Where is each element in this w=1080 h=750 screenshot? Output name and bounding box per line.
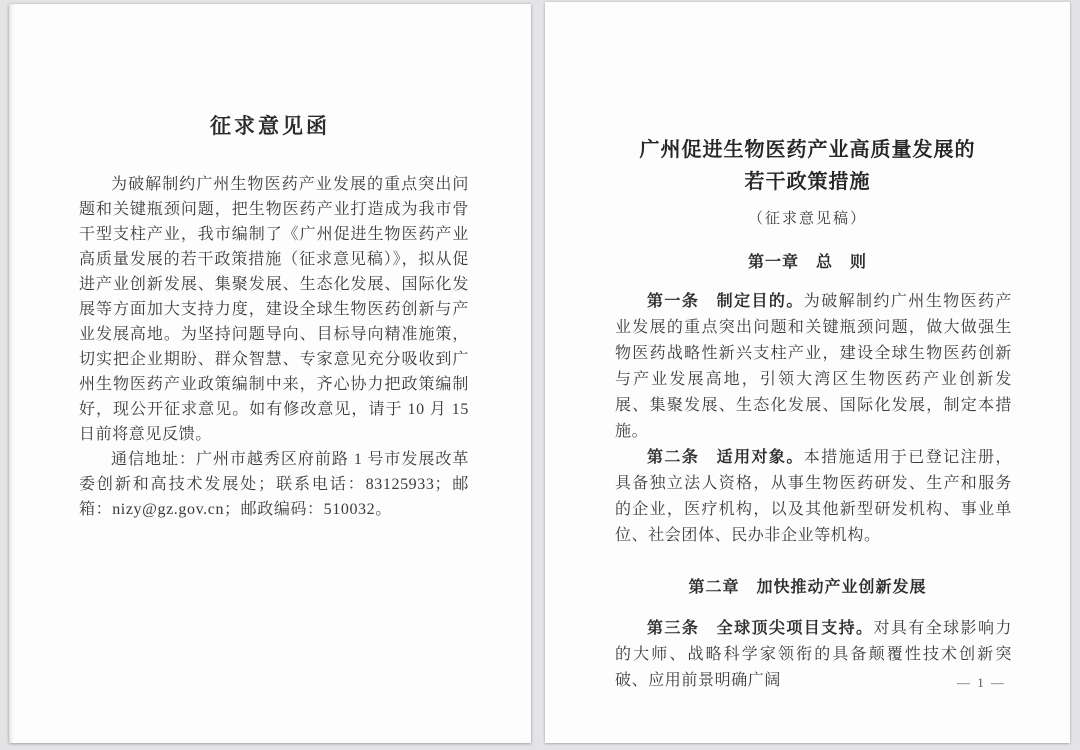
policy-title-line2: 若干政策措施 — [744, 171, 871, 193]
article1-text: 为破解制约广州生物医药产业发展的重点突出问题和关键瓶颈问题，做大做强生物医药战略性新兴支柱产业，建设全球生物医药创新与产业发展高地，引领大湾区生物医药产业创新发展、集聚发展、生态化发展、国际化发展，制定本措施。 — [615, 293, 1012, 440]
chapter2-heading: 第二章 加快推动产业创新发展 — [688, 579, 927, 596]
page-number: — 1 — — [957, 675, 1006, 690]
chapter1-heading: 第一章 总 则 — [747, 254, 867, 271]
policy-body — [615, 289, 1012, 549]
article3-text: 对具有全球影响力的大师、战略科学家领衔的具备颠覆性技术创新突破、应用前景明确广阔 — [615, 620, 1012, 689]
article2-text: 本措施适用于已登记注册，具备独立法人资格，从事生物医药研发、生产和服务的企业，医疗机构，以及其他新型研发机构、事业单位、社会团体、民办非企业等机构。 — [615, 449, 1012, 544]
article3-lead: 第三条 全球顶尖项目支持。 — [647, 620, 874, 637]
letter-paragraph-contact: 通信地址：广州市越秀区府前路 1 号市发展改革委创新和高技术发展处；联系电话：83125933；邮箱：nizy@gz.gov.cn；邮政编码：510032。 — [79, 451, 469, 518]
article2-lead: 第二条 适用对象。 — [647, 449, 804, 466]
policy-subtitle-draft: （征求意见稿） — [747, 211, 867, 227]
page-policy-document — [545, 2, 1070, 743]
letter-title: 征求意见函 — [210, 114, 330, 138]
article2-paragraph — [615, 445, 1012, 549]
letter-paragraph-intro: 为破解制约广州生物医药产业发展的重点突出问题和关键瓶颈问题，把生物医药产业打造成为我市骨干型支柱产业，我市编制了《广州促进生物医药产业高质量发展的若干政策措施（征求意见稿）》，拟从促进产业创新发展、集聚发展、生态化发展、国际化发展等方面加大支持力度，建设全球生物医药创新与产业发展高地。为坚持问题导向、目标导向精准施策，切实把企业期盼、群众智慧、专家意见充分吸收到广州生物医药产业政策编制中来，齐心协力把政策编制好，现公开征求意见。如有修改意见，请于 10 月 15 日前将意见反馈。 — [79, 176, 469, 443]
letter-body — [79, 172, 469, 522]
page-consultation-letter — [9, 4, 531, 743]
article1-lead: 第一条 制定目的。 — [647, 293, 804, 310]
policy-title — [545, 134, 1070, 198]
policy-body-chapter2 — [615, 616, 1012, 694]
article1-paragraph — [615, 289, 1012, 445]
policy-title-line1: 广州促进生物医药产业高质量发展的 — [639, 139, 976, 161]
article3-paragraph — [615, 616, 1012, 694]
